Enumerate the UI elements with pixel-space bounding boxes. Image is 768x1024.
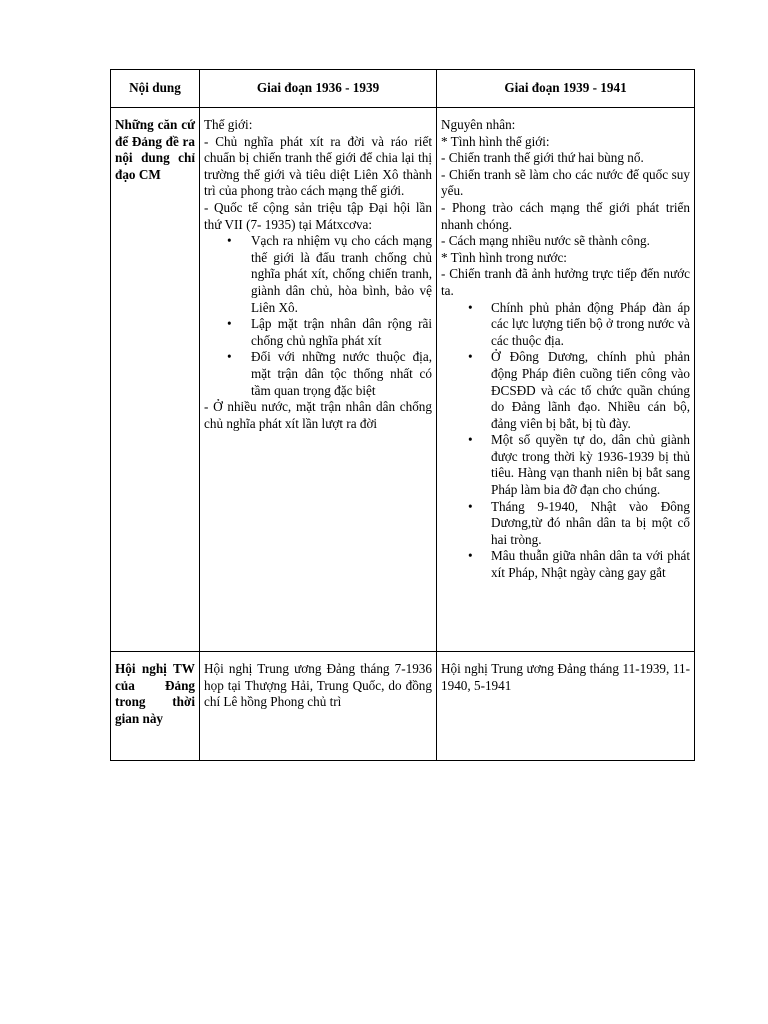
text-line: - Chiến tranh sẽ làm cho các nước đế quốc suy yếu. (441, 166, 690, 199)
list-item: • Tháng 9-1940, Nhật vào Đông Dương,từ đó nhân dân ta bị một cổ hai tròng. (491, 499, 690, 549)
header-noi-dung: Nội dung (111, 70, 200, 108)
text-line: - Cách mạng nhiều nước sẽ thành công. (441, 233, 650, 249)
header-1939-1941: Giai đoạn 1939 - 1941 (437, 70, 695, 108)
header-row (111, 70, 695, 108)
text-line: Nguyên nhân: (441, 117, 516, 132)
cell-1936-1939-hoi-nghi: Hội nghị Trung ương Đảng tháng 7-1936 họp tại Thượng Hải, Trung Quốc, do đồng chí Lê hồng Phong chủ trì (200, 652, 437, 761)
list-item: • Một số quyền tự do, dân chủ giành được trong thời kỳ 1936-1939 bị thủ tiêu. Hàng vạn thanh niên bị bắt sang Pháp làm bia đỡ đạn cho chúng. (491, 432, 690, 498)
text-line: - Chủ nghĩa phát xít ra đời và ráo riết chuẩn bị chiến tranh thế giới để chia lại thị trường thế giới và tiêu diệt Liên Xô thành trì của phong trào cách mạng thế giới. (204, 133, 432, 199)
row-heading-can-cu: Những căn cứ để Đảng đề ra nội dung chỉ đạo CM (111, 108, 200, 652)
list-item: • Chính phủ phản động Pháp đàn áp các lực lượng tiến bộ ở trong nước và các thuộc địa. (491, 300, 690, 350)
text-line: - Chiến tranh thế giới thứ hai bùng nổ. (441, 150, 644, 166)
table-row (111, 652, 695, 761)
text-line: Thế giới: (204, 117, 253, 132)
bullet-list (441, 300, 690, 582)
text-line: - Chiến tranh đã ảnh hưởng trực tiếp đến nước ta. (441, 266, 690, 298)
list-item: • Ở Đông Dương, chính phủ phản động Pháp điên cuồng tiến công vào ĐCSĐD và các tổ chức quần chúng do Đảng lãnh đạo. Nhiều cán bộ, đảng viên bị bắt, bị tù đày. (491, 349, 690, 432)
text-line: - Quốc tế cộng sản triệu tập Đại hội lần thứ VII (7- 1935) tại Mátxcơva: (204, 199, 432, 232)
cell-1939-1941-can-cu (437, 108, 695, 652)
cell-1936-1939-can-cu (200, 108, 437, 652)
text-line: - Ở nhiều nước, mặt trận nhân dân chống chủ nghĩa phát xít lần lượt ra đời (204, 399, 432, 431)
header-1936-1939: Giai đoạn 1936 - 1939 (200, 70, 437, 108)
row-heading-hoi-nghi: Hội nghị TW của Đảng trong thời gian này (111, 652, 200, 761)
bullet-list (204, 233, 432, 399)
cell-1939-1941-hoi-nghi: Hội nghị Trung ương Đảng tháng 11-1939, 11-1940, 5-1941 (437, 652, 695, 761)
text-line: * Tình hình thế giới: (441, 133, 550, 149)
list-item: • Lập mặt trận nhân dân rộng rãi chống chủ nghĩa phát xít (251, 316, 432, 349)
table-row (111, 108, 695, 652)
text-line: * Tình hình trong nước: (441, 249, 567, 265)
content-table (110, 69, 695, 761)
list-item: • Vạch ra nhiệm vụ cho cách mạng thế giới là đấu tranh chống chủ nghĩa phát xít, chống chiến tranh, giành dân chủ, hòa bình, bảo vệ Liên Xô. (251, 233, 432, 316)
text-line: - Phong trào cách mạng thế giới phát triển nhanh chóng. (441, 199, 690, 232)
list-item: • Mâu thuẫn giữa nhân dân ta với phát xít Pháp, Nhật ngày càng gay gắt (491, 548, 690, 581)
list-item: • Đối với những nước thuộc địa, mặt trận dân tộc thống nhất có tầm quan trọng đặc biệt (251, 349, 432, 399)
